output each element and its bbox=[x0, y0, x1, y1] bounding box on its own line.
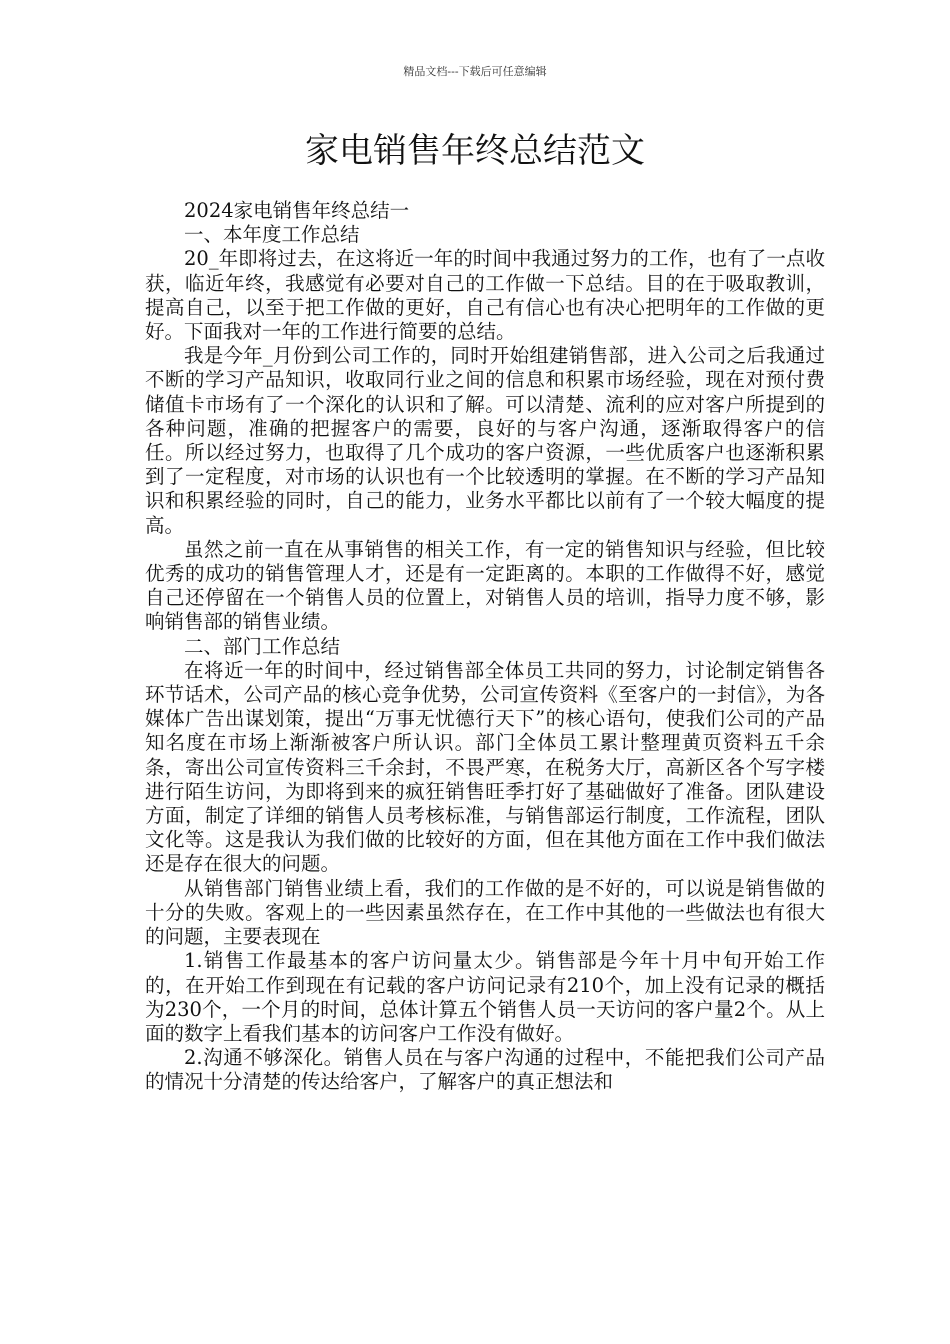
body-paragraph: 1.销售工作最基本的客户访问量太少。销售部是今年十月中旬开始工作的，在开始工作到现在有记载的客户访问记录有210个，加上没有记录的概括为230个，一个月的时间，总体计算五个销售人员一天访问的客户量2个。从上面的数字上看我们基本的访问客户工作没有做好。 bbox=[145, 949, 825, 1045]
body-paragraph: 20_年即将过去，在这将近一年的时间中我通过努力的工作，也有了一点收获，临近年终，我感觉有必要对自己的工作做一下总结。目的在于吸取教训，提高自己，以至于把工作做的更好，自己有信心也有决心把明年的工作做的更好。下面我对一年的工作进行简要的总结。 bbox=[145, 247, 825, 344]
section-heading: 二、部门工作总结 bbox=[184, 634, 341, 658]
body-paragraph: 在将近一年的时间中，经过销售部全体员工共同的努力，讨论制定销售各环节话术，公司产品的核心竞争优势，公司宣传资料《至客户的一封信》，为各媒体广告出谋划策，提出“万事无忧德行天下”的核心语句，使我们公司的产品知名度在市场上渐渐被客户所认识。部门全体员工累计整理黄页资料五千余条，寄出公司宣传资料三千余封，不畏严寒，在税务大厅，高新区各个写字楼进行陌生访问，为即将到来的疯狂销售旺季打好了基础做好了准备。团队建设方面，制定了详细的销售人员考核标准，与销售部运行制度，工作流程，团队文化等。这是我认为我们做的比较好的方面，但在其他方面在工作中我们做法还是存在很大的问题。 bbox=[145, 658, 825, 876]
body-paragraph: 我是今年_月份到公司工作的，同时开始组建销售部，进入公司之后我通过不断的学习产品知识，收取同行业之间的信息和积累市场经验，现在对预付费储值卡市场有了一个深化的认识和了解。可以清楚、流利的应对客户所提到的各种问题，准确的把握客户的需要，良好的与客户沟通，逐渐取得客户的信任。所以经过努力，也取得了几个成功的客户资源，一些优质客户也逐渐积累到了一定程度，对市场的认识也有一个比较透明的掌握。在不断的学习产品知识和积累经验的同时，自己的能力，业务水平都比以前有了一个较大幅度的提高。 bbox=[145, 344, 825, 537]
section-subtitle: 2024家电销售年终总结一 bbox=[184, 199, 410, 222]
document-body bbox=[145, 199, 825, 1095]
body-paragraph: 虽然之前一直在从事销售的相关工作，有一定的销售知识与经验，但比较优秀的成功的销售管理人才，还是有一定距离的。本职的工作做得不好，感觉自己还停留在一个销售人员的位置上，对销售人员的培训，指导力度不够，影响销售部的销售业绩。 bbox=[145, 537, 825, 634]
body-paragraph: 2.沟通不够深化。销售人员在与客户沟通的过程中，不能把我们公司产品的情况十分清楚的传达给客户，了解客户的真正想法和 bbox=[145, 1046, 825, 1094]
body-paragraph: 从销售部门销售业绩上看，我们的工作做的是不好的，可以说是销售做的十分的失败。客观上的一些因素虽然存在，在工作中其他的一些做法也有很大的问题，主要表现在 bbox=[145, 876, 825, 949]
document-title: 家电销售年终总结范文 bbox=[305, 131, 645, 171]
section-heading: 一、本年度工作总结 bbox=[184, 223, 360, 247]
page-header: 精品文档---下载后可任意编辑 bbox=[403, 65, 547, 78]
